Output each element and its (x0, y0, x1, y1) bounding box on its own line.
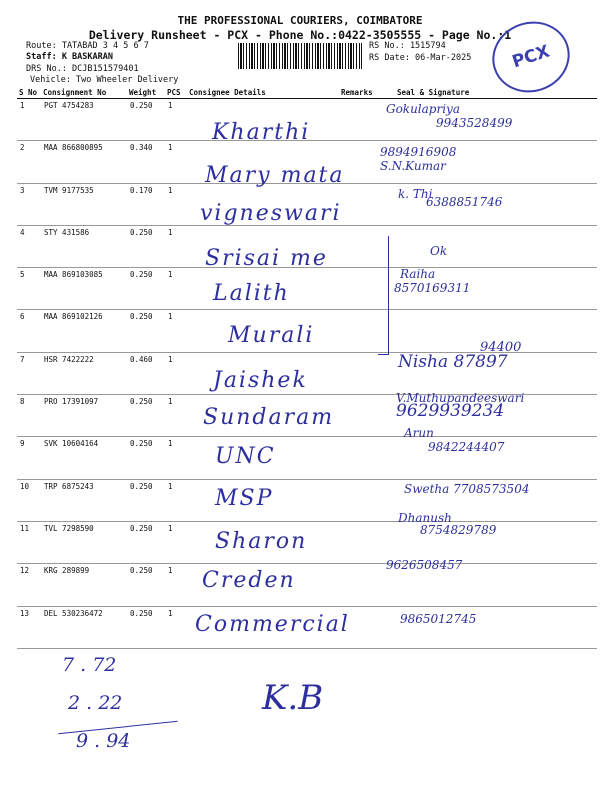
consignment-cell: MAA 866800895 (41, 141, 127, 183)
receiver-phone: 9943528499 (436, 116, 513, 130)
pcs-cell: 1 (165, 395, 187, 437)
consignee-name: MSP (215, 485, 274, 511)
sno-cell: 13 (17, 606, 41, 648)
consignee-name: Jaishek (213, 367, 308, 393)
column-header: S No (17, 87, 41, 99)
weight-cell: 0.250 (127, 606, 165, 648)
sno-cell: 11 (17, 521, 41, 563)
consignee-name: vigneswari (200, 200, 342, 226)
sno-cell: 3 (17, 183, 41, 225)
consignment-cell: SVK 10604164 (41, 437, 127, 479)
remarks-cell (339, 437, 395, 479)
receiver-signature: Swetha 7708573504 (404, 481, 530, 496)
runsheet-subtitle: Delivery Runsheet - PCX - Phone No.:0422-3505555 - Page No.:1 (88, 28, 512, 42)
receiver-phone: Nisha 87897 (398, 351, 508, 372)
weight-cell: 0.250 (127, 437, 165, 479)
pcs-cell: 1 (165, 99, 187, 141)
pcs-cell: 1 (165, 310, 187, 352)
consignee-name: Lalith (213, 281, 290, 307)
consignment-cell: PGT 4754283 (41, 99, 127, 141)
sno-cell: 10 (17, 479, 41, 521)
receiver-signature: Arun (404, 426, 434, 441)
remarks-cell (339, 479, 395, 521)
consignee-name: Kharthi (212, 120, 311, 145)
receiver-signature: 9894916908 (380, 145, 457, 160)
consignee-name: UNC (215, 444, 276, 470)
receiver-signature: k. Thi (398, 186, 433, 201)
receiver-phone: 9629939234 (396, 401, 505, 422)
sno-cell: 7 (17, 352, 41, 394)
table-row (17, 268, 597, 310)
consignment-cell: TVM 9177535 (41, 183, 127, 225)
pcs-cell: 1 (165, 225, 187, 267)
footer-note: 2 . 22 (68, 692, 123, 714)
barcode (238, 43, 362, 69)
pcx-stamp: PCX (483, 12, 579, 103)
column-header: Consignee Details (187, 87, 339, 99)
rs-date: RS Date: 06-Mar-2025 (369, 53, 472, 63)
sno-cell: 12 (17, 564, 41, 606)
receiver-signature: Raiha (400, 267, 436, 282)
weight-cell: 0.460 (127, 352, 165, 394)
sno-cell: 2 (17, 141, 41, 183)
receiver-signature: 94400 (480, 339, 522, 355)
remarks-cell (339, 395, 395, 437)
table-row (17, 564, 597, 606)
column-header: Consignment No (41, 87, 127, 99)
weight-cell: 0.250 (127, 521, 165, 563)
consignee-name: Sharon (215, 529, 308, 554)
sno-cell: 4 (17, 225, 41, 267)
consignee-name: Sundaram (203, 405, 335, 431)
sno-cell: 6 (17, 310, 41, 352)
receiver-signature: Ok (430, 243, 448, 258)
receiver-signature: 9865012745 (400, 611, 477, 626)
receiver-phone: 6388851746 (426, 194, 503, 209)
rs-number: RS No.: 1515794 (369, 41, 446, 51)
remarks-cell (339, 352, 395, 394)
pcs-cell: 1 (165, 183, 187, 225)
receiver-signature: V.Muthupandeeswari (396, 391, 525, 406)
consignment-cell: TVL 7298590 (41, 521, 127, 563)
footer-note: 7 . 72 (62, 654, 117, 676)
weight-cell: 0.250 (127, 564, 165, 606)
consignee-name: Creden (202, 568, 296, 594)
receiver-phone: 9842244407 (428, 440, 505, 455)
pcs-cell: 1 (165, 606, 187, 648)
receiver-signature: Dhanush (398, 511, 452, 525)
column-header: PCS (165, 87, 187, 99)
column-header: Remarks (339, 87, 395, 99)
weight-cell: 0.250 (127, 310, 165, 352)
sno-cell: 5 (17, 268, 41, 310)
pcs-cell: 1 (165, 564, 187, 606)
consignment-cell: DEL 530236472 (41, 606, 127, 648)
weight-cell: 0.340 (127, 141, 165, 183)
receiver-phone: 8754829789 (420, 523, 497, 537)
receiver-signature: 9626508457 (386, 558, 463, 573)
receiver-signature: Gokulapriya (386, 102, 460, 116)
drs-number: DRS No.: DCJB151579401 (26, 64, 139, 74)
pcs-cell: 1 (165, 352, 187, 394)
column-header: Weight (127, 87, 165, 99)
consignee-name: Murali (228, 322, 315, 348)
consignment-cell: KRG 289899 (41, 564, 127, 606)
table-row (17, 437, 597, 479)
receiver-phone: S.N.Kumar (380, 159, 446, 174)
sno-cell: 9 (17, 437, 41, 479)
weight-cell: 0.250 (127, 395, 165, 437)
consignment-cell: MAA 869103085 (41, 268, 127, 310)
company-title: THE PROFESSIONAL COURIERS, COIMBATORE (177, 14, 423, 27)
pcs-cell: 1 (165, 268, 187, 310)
weight-cell: 0.250 (127, 479, 165, 521)
weight-cell: 0.250 (127, 225, 165, 267)
pcs-cell: 1 (165, 479, 187, 521)
remarks-cell (339, 183, 395, 225)
footer-note: 9 . 94 (76, 730, 131, 752)
consignee-name: Srisai me (205, 245, 328, 271)
staff-signature: K.B (262, 678, 324, 718)
consignment-cell: STY 431586 (41, 225, 127, 267)
consignment-cell: HSR 7422222 (41, 352, 127, 394)
consignment-cell: MAA 869102126 (41, 310, 127, 352)
route-text: Route: TATABAD 3 4 5 6 7 (26, 41, 149, 51)
consignment-cell: PRO 17391097 (41, 395, 127, 437)
table-header-row (17, 87, 597, 99)
bracket-mark (378, 236, 389, 355)
weight-cell: 0.170 (127, 183, 165, 225)
column-header: Seal & Signature (395, 87, 597, 99)
signature-cell (395, 225, 597, 267)
weight-cell: 0.250 (127, 268, 165, 310)
sno-cell: 8 (17, 395, 41, 437)
consignee-name: Mary mata (205, 163, 345, 189)
consignment-cell: TRP 6875243 (41, 479, 127, 521)
consignee-name: Commercial (195, 611, 350, 637)
pcs-cell: 1 (165, 437, 187, 479)
sno-cell: 1 (17, 99, 41, 141)
pcs-cell: 1 (165, 141, 187, 183)
weight-cell: 0.250 (127, 99, 165, 141)
staff-text: Staff: K BASKARAN (26, 52, 113, 62)
vehicle-text: Vehicle: Two Wheeler Delivery (30, 75, 179, 85)
receiver-phone: 8570169311 (394, 281, 471, 296)
pcs-cell: 1 (165, 521, 187, 563)
